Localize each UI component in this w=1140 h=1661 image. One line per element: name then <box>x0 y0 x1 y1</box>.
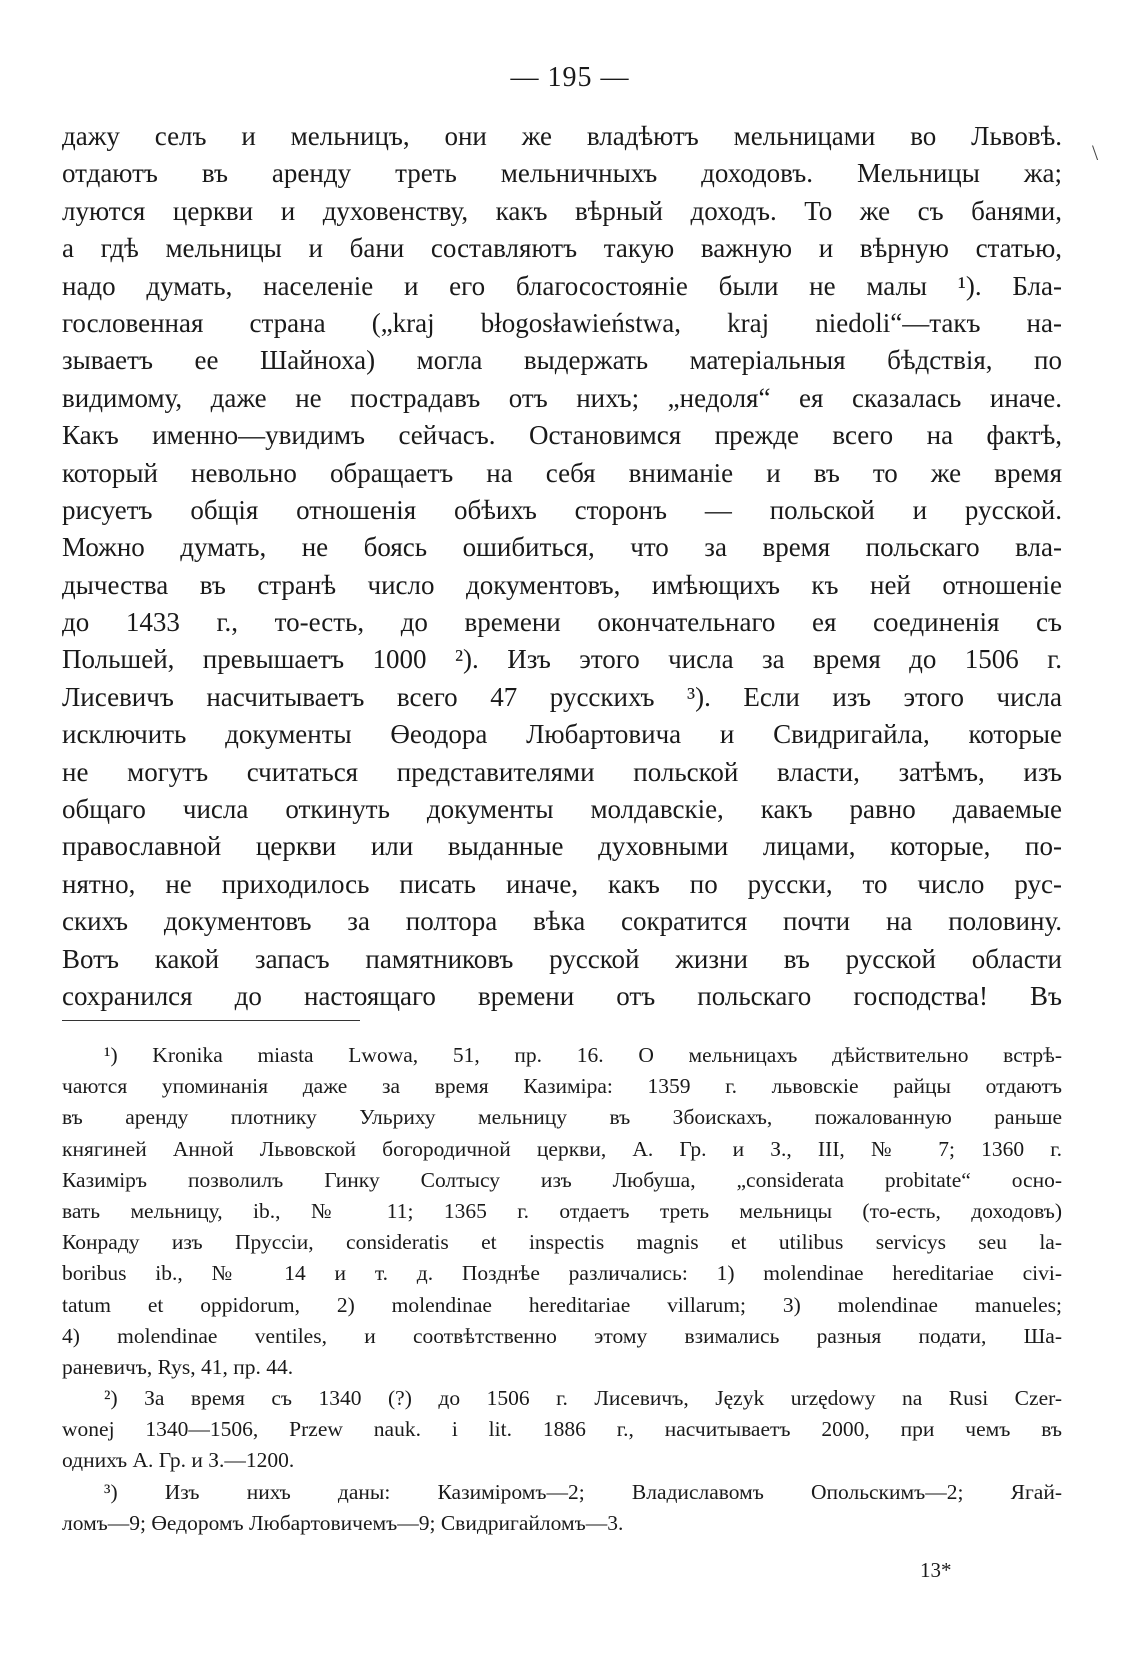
footnote-line: wonej 1340—1506, Przew nauk. i lit. 1886 г., насчитываетъ 2000, при чемъ въ <box>62 1417 1062 1442</box>
body-line: рисуетъ общія отношенія обѣихъ сторонъ — польской и русской. <box>62 494 1062 525</box>
footnote-line: однихъ А. Гр. и З.—1200. <box>62 1448 295 1473</box>
body-line: Можно думать, не боясь ошибиться, что за время польскаго вла- <box>62 532 1062 563</box>
body-line: Польшей, превышаетъ 1000 ²). Изъ этого числа за время до 1506 г. <box>62 644 1062 675</box>
body-line: сохранился до настоящаго времени отъ польскаго господства! Въ <box>62 980 1062 1011</box>
footnote-line: ²) За время съ 1340 (?) до 1506 г. Лисевичъ, Język urzędowy na Rusi Czer- <box>104 1386 1062 1411</box>
body-line: Вотъ какой запасъ памятниковъ русской жизни въ русской области <box>62 943 1062 974</box>
footnote-line: ³) Изъ нихъ даны: Казиміромъ—2; Владиславомъ Опольскимъ—2; Ягай- <box>104 1479 1062 1504</box>
body-line: исключить документы Өеодора Любартовича и Свидригайла, которые <box>62 719 1062 750</box>
body-line: надо думать, населеніе и его благосостояніе были не малы ¹). Бла- <box>62 270 1062 301</box>
footnote-line: раневичъ, Rys, 41, пр. 44. <box>62 1354 294 1379</box>
body-line: Лисевичъ насчитываетъ всего 47 русскихъ ³). Если изъ этого числа <box>62 681 1062 712</box>
signature-mark: 13* <box>920 1558 952 1582</box>
footnote-line: чаются упоминанія даже за время Казиміра: 1359 г. львовскіе райцы отдаютъ <box>62 1074 1062 1099</box>
body-line: православной церкви или выданные духовными лицами, которые, по- <box>62 831 1062 862</box>
body-line: луются церкви и духовенству, какъ вѣрный доходъ. То же съ банями, <box>62 195 1062 226</box>
footnote-line: 4) molendinae ventiles, и соотвѣтственно этому взимались разныя подати, Ша- <box>62 1323 1062 1348</box>
footnote-line: Конраду изъ Пруссіи, consideratis et inspectis magnis et utilibus serviсуs seu la- <box>62 1230 1062 1255</box>
body-line: а гдѣ мельницы и бани составляютъ такую важную и вѣрную статью, <box>62 233 1062 264</box>
body-line: который невольно обращаетъ на себя вниманіе и въ то же время <box>62 457 1062 488</box>
page-number: — 195 — <box>510 62 630 93</box>
body-line: общаго числа откинуть документы молдавскіе, какъ равно даваемые <box>62 794 1062 825</box>
body-line: до 1433 г., то-есть, до времени окончательнаго ея соединенія съ <box>62 607 1062 638</box>
footnote-line: въ аренду плотнику Ульриху мельницу въ Збоискахъ, пожалованную раньше <box>62 1105 1062 1130</box>
body-text <box>62 118 1062 1015</box>
footnote-separator <box>62 1020 360 1021</box>
body-line: видимому, даже не пострадавъ отъ нихъ; „недоля“ ея сказалась иначе. <box>62 382 1062 413</box>
body-line: Какъ именно—увидимъ сейчасъ. Остановимся прежде всего на фактѣ, <box>62 420 1062 451</box>
body-line: дажу селъ и мельницъ, они же владѣютъ мельницами во Львовѣ. <box>62 121 1062 151</box>
body-line: зываетъ ее Шайноха) могла выдержать матеріальныя бѣдствія, по <box>62 345 1062 376</box>
body-line: нятно, не приходилось писать иначе, какъ по русски, то число рус- <box>62 868 1062 899</box>
footnote-line: вать мельницу, ib., № 11; 1365 г. отдаетъ треть мельницы (то-есть, доходовъ) <box>62 1198 1062 1223</box>
body-line: дычества въ странѣ число документовъ, имѣющихъ къ ней отношеніе <box>62 569 1062 600</box>
body-line: не могутъ считаться представителями польской власти, затѣмъ, изъ <box>62 756 1062 787</box>
body-line: гословенная страна („kraj błogosławieństwa, kraj niedoli“—такъ на- <box>62 307 1062 338</box>
footnote-line: княгиней Анной Львовской богородичной церкви, А. Гр. и З., III, № 7; 1360 г. <box>62 1136 1062 1161</box>
footnote-line: boribus ib., № 14 и т. д. Позднѣе различались: 1) molendinae hereditariae civi- <box>62 1261 1062 1286</box>
body-line: скихъ документовъ за полтора вѣка сократится почти на половину. <box>62 906 1062 937</box>
margin-mark: \ <box>1092 140 1099 165</box>
footnote-line: tatum et oppidorum, 2) molendinae hereditariae villarum; 3) molendinae manueles; <box>62 1292 1062 1317</box>
footnote-line: Казиміръ позволилъ Гинку Солтысу изъ Любуша, „considerata probitate“ осно- <box>62 1167 1062 1192</box>
footnote-line: ломъ—9; Өедоромъ Любартовичемъ—9; Свидригайломъ—3. <box>62 1510 624 1535</box>
body-line: отдаютъ въ аренду треть мельничныхъ доходовъ. Мельницы жа; <box>62 158 1062 189</box>
footnotes <box>62 1040 1062 1539</box>
footnote-line: ¹) Kronika miasta Lwowa, 51, пр. 16. О мельницахъ дѣйствительно встрѣ- <box>104 1043 1062 1067</box>
